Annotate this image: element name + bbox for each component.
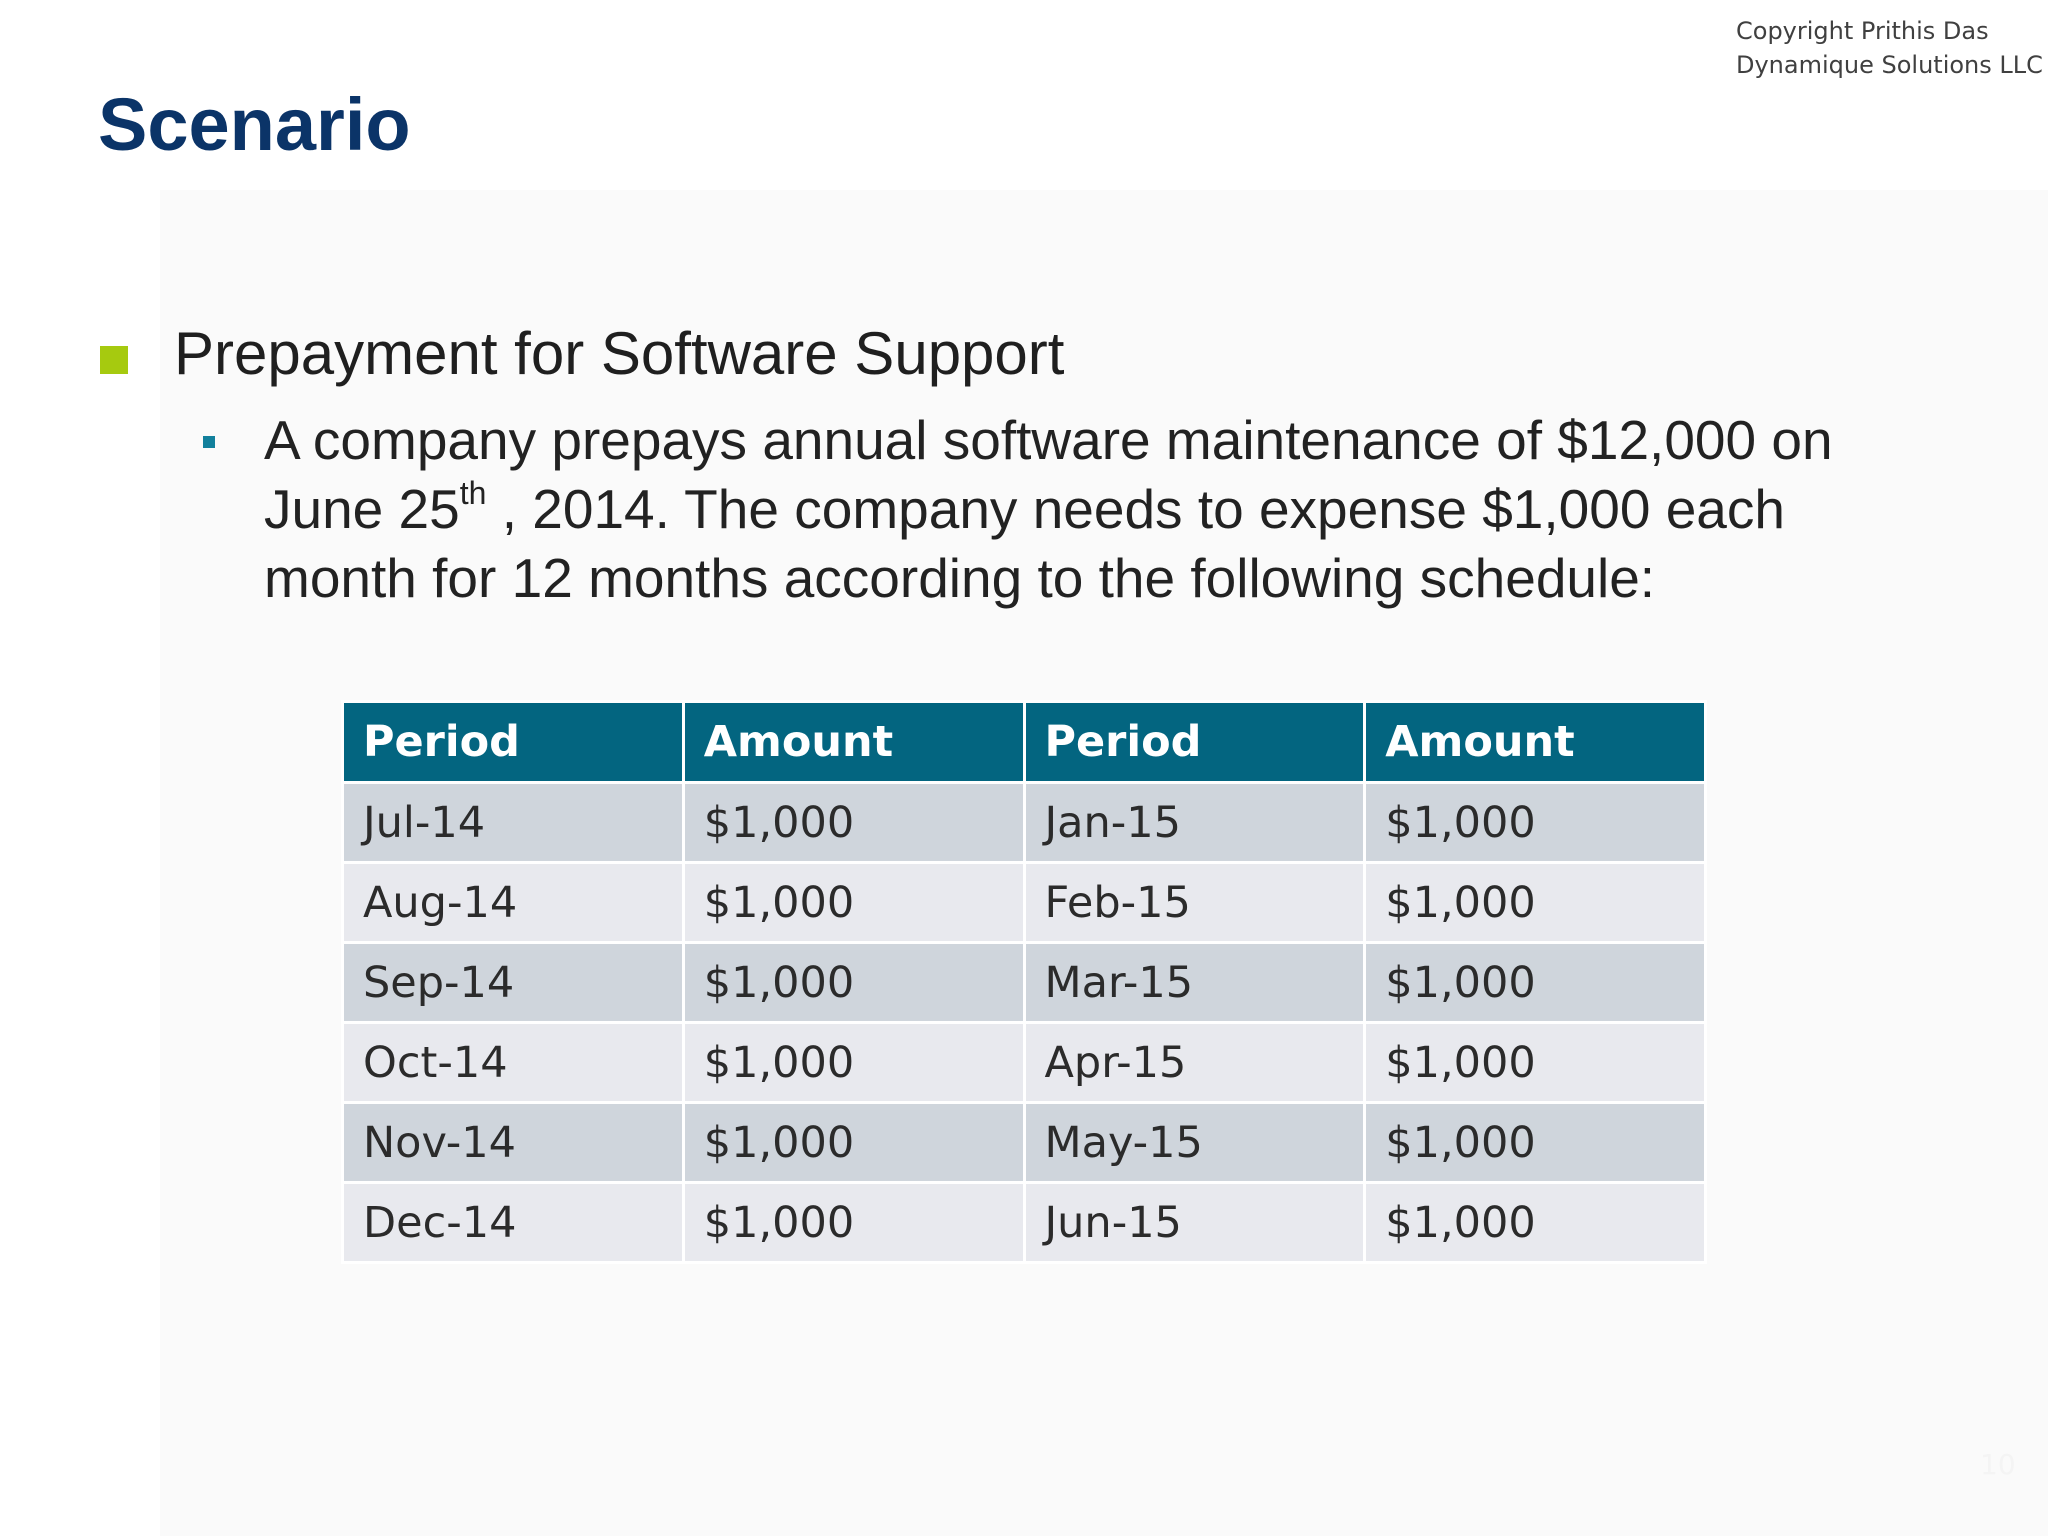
table-row bbox=[343, 1023, 1706, 1103]
table-row bbox=[343, 783, 1706, 863]
amount-cell: $1,000 bbox=[683, 943, 1024, 1023]
header-amount: Amount bbox=[683, 702, 1024, 783]
header-period: Period bbox=[343, 702, 684, 783]
amount-cell: $1,000 bbox=[683, 1183, 1024, 1263]
copyright-line-1: Copyright Prithis Das bbox=[1736, 17, 1989, 45]
table-row bbox=[343, 943, 1706, 1023]
paragraph-line-2 bbox=[264, 475, 2004, 544]
bullet-heading: Prepayment for Software Support bbox=[174, 320, 1065, 387]
amount-cell: $1,000 bbox=[683, 783, 1024, 863]
period-cell: Feb-15 bbox=[1024, 863, 1365, 943]
paragraph-line-2-end: , 2014. The company needs to expense $1,000 each bbox=[486, 478, 1785, 540]
amount-cell: $1,000 bbox=[1365, 1183, 1706, 1263]
amount-cell: $1,000 bbox=[1365, 1103, 1706, 1183]
paragraph-line-3: month for 12 months according to the following schedule: bbox=[264, 547, 1656, 609]
small-square-bullet-icon bbox=[203, 436, 215, 448]
amount-cell: $1,000 bbox=[1365, 783, 1706, 863]
slide-number: 10 bbox=[1980, 1448, 2016, 1481]
period-cell: Sep-14 bbox=[343, 943, 684, 1023]
period-cell: Aug-14 bbox=[343, 863, 684, 943]
paragraph-line-1: A company prepays annual software maintenance of $12,000 on bbox=[264, 409, 1833, 471]
table-row bbox=[343, 863, 1706, 943]
slide-title: Scenario bbox=[98, 83, 411, 166]
period-cell: May-15 bbox=[1024, 1103, 1365, 1183]
period-cell: Mar-15 bbox=[1024, 943, 1365, 1023]
bullet-paragraph bbox=[264, 406, 2004, 613]
copyright-notice bbox=[1736, 14, 2043, 82]
copyright-line-2: Dynamique Solutions LLC bbox=[1736, 51, 2043, 79]
period-cell: Oct-14 bbox=[343, 1023, 684, 1103]
ordinal-suffix: th bbox=[459, 475, 487, 511]
amount-cell: $1,000 bbox=[1365, 863, 1706, 943]
header-amount: Amount bbox=[1365, 702, 1706, 783]
amount-cell: $1,000 bbox=[683, 1103, 1024, 1183]
amount-cell: $1,000 bbox=[1365, 943, 1706, 1023]
header-period: Period bbox=[1024, 702, 1365, 783]
table-row bbox=[343, 1183, 1706, 1263]
period-cell: Jan-15 bbox=[1024, 783, 1365, 863]
amount-cell: $1,000 bbox=[683, 863, 1024, 943]
period-cell: Dec-14 bbox=[343, 1183, 684, 1263]
expense-schedule-table bbox=[341, 700, 1707, 1264]
period-cell: Jun-15 bbox=[1024, 1183, 1365, 1263]
table-header-row bbox=[343, 702, 1706, 783]
amount-cell: $1,000 bbox=[683, 1023, 1024, 1103]
table-row bbox=[343, 1103, 1706, 1183]
square-bullet-icon bbox=[100, 346, 128, 374]
paragraph-line-2-start: June 25 bbox=[264, 478, 460, 540]
period-cell: Jul-14 bbox=[343, 783, 684, 863]
period-cell: Apr-15 bbox=[1024, 1023, 1365, 1103]
period-cell: Nov-14 bbox=[343, 1103, 684, 1183]
amount-cell: $1,000 bbox=[1365, 1023, 1706, 1103]
